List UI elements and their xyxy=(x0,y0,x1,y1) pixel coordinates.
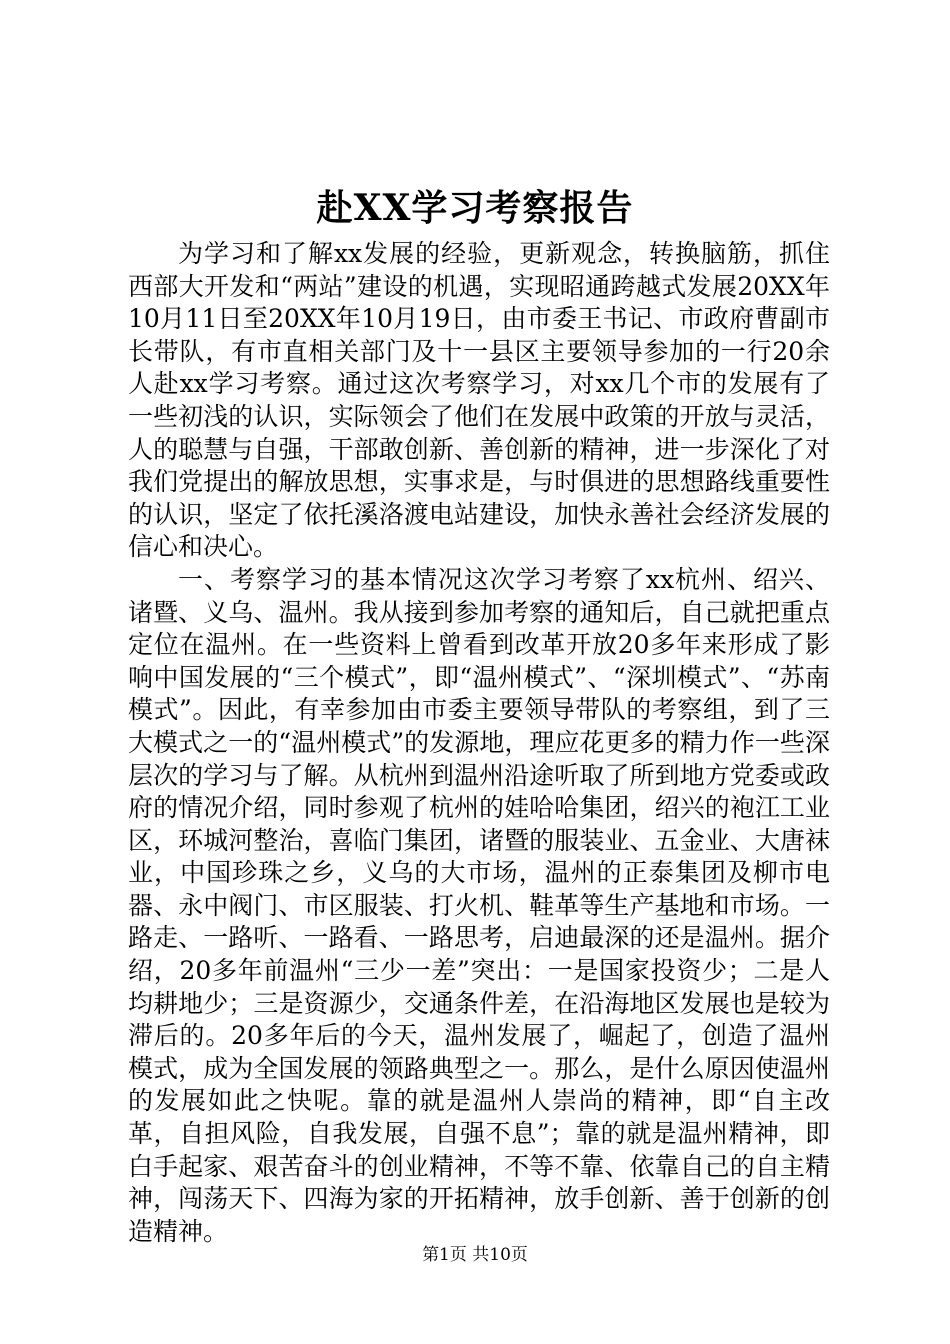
paragraph-intro: 为学习和了解xx发展的经验，更新观念，转换脑筋，抓住西部大开发和“两站”建设的机遇，实现昭通跨越式发展20XX年10月11日至20XX年10月19日，由市委王书记、市政府曹副市长带队，有市直相关部门及十一县区主要领导参加的一行20余人赴xx学习考察。通过这次考察学习，对xx几个市的发展有了一些初浅的认识，实际领会了他们在发展中政策的开放与灵活，人的聪慧与自强，干部敢创新、善创新的精神，进一步深化了对我们党提出的解放思想，实事求是，与时俱进的思想路线重要性的认识，坚定了依托溪洛渡电站建设，加快永善社会经济发展的信心和决心。 xyxy=(128,239,830,562)
document-title: 赴XX学习考察报告 xyxy=(316,187,634,229)
page-number: 第1页 共10页 xyxy=(422,1245,528,1265)
document-body xyxy=(128,238,830,1248)
paragraph-section-one: 一、考察学习的基本情况这次学习考察了xx杭州、绍兴、诸暨、义乌、温州。我从接到参加考察的通知后，自己就把重点定位在温州。在一些资料上曾看到改革开放20多年来形成了影响中国发展的“三个模式”，即“温州模式”、“深圳模式”、“苏南模式”。因此，有幸参加由市委主要领导带队的考察组，到了三大模式之一的“温州模式”的发源地，理应花更多的精力作一些深层次的学习与了解。从杭州到温州沿途听取了所到地方党委或政府的情况介绍，同时参观了杭州的娃哈哈集团，绍兴的袍江工业区，环城河整治，喜临门集团，诸暨的服装业、五金业、大唐袜业，中国珍珠之乡，义乌的大市场，温州的正泰集团及柳市电器、永中阀门、市区服装、打火机、鞋革等生产基地和市场。一路走、一路听、一路看、一路思考，启迪最深的还是温州。据介绍，20多年前温州“三少一差”突出：一是国家投资少；二是人均耕地少；三是资源少，交通条件差，在沿海地区发展也是较为滞后的。20多年后的今天，温州发展了，崛起了，创造了温州模式，成为全国发展的领路典型之一。那么，是什么原因使温州的发展如此之快呢。靠的就是温州人崇尚的精神，即“自主改革，自担风险，自我发展，自强不息”；靠的就是温州精神，即白手起家、艰苦奋斗的创业精神，不等不靠、依靠自己的自主精神，闯荡天下、四海为家的开拓精神，放手创新、善于创新的创造精神。 xyxy=(128,564,830,1246)
